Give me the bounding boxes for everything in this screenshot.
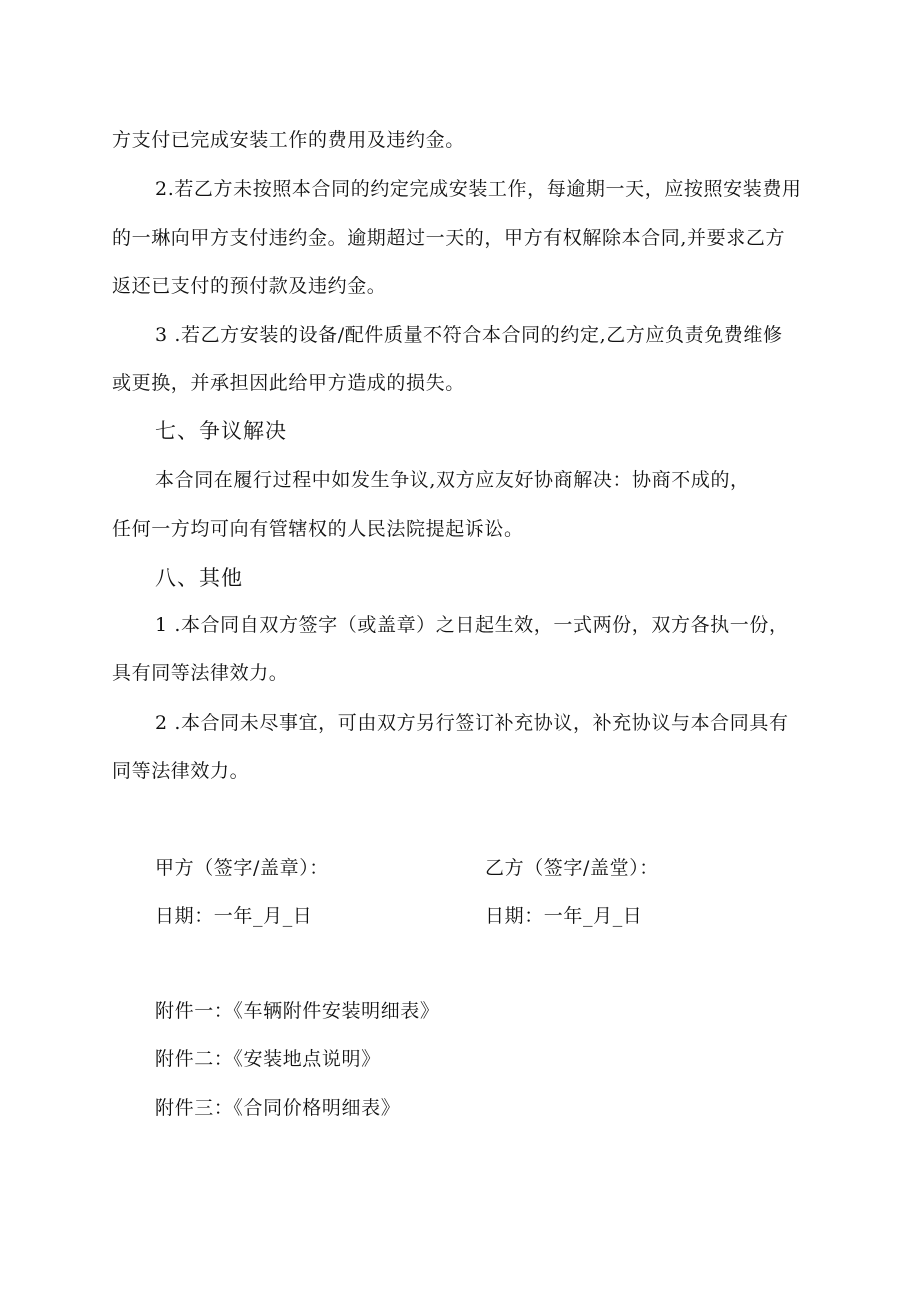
other-clause-1-line: 具有同等法律效力。	[112, 662, 289, 684]
penalty-text-line: 方支付已完成安装工作的费用及违约金。	[112, 129, 465, 151]
other-clause-1-line: 1 .本合同自双方签字（或盖章）之日起生效，一式两份，双方各执一份，	[155, 614, 789, 636]
dispute-text-line: 任何一方均可向有管辖权的人民法院提起诉讼。	[112, 518, 524, 540]
penalty-clause-2-line: 2.若乙方未按照本合同的约定完成安装工作，每逾期一天，应按照安装费用	[155, 178, 802, 200]
attachment-item: 附件三：《合同价格明细表》	[155, 1097, 401, 1119]
party-a-date: 日期：一年_月_日	[155, 905, 313, 927]
penalty-clause-2-line: 的一琳向甲方支付违约金。逾期超过一天的，甲方有权解除本合同,并要求乙方	[112, 227, 786, 249]
other-clause-2-line: 2 .本合同未尽事宜，可由双方另行签订补充协议，补充协议与本合同具有	[155, 712, 789, 734]
attachment-item: 附件一：《车辆附件安装明细表》	[155, 1000, 440, 1022]
penalty-clause-2-line: 返还已支付的预付款及违约金。	[112, 275, 387, 297]
section-heading-other: 八、其他	[155, 566, 243, 590]
penalty-clause-3-line: 或更换，并承担因此给甲方造成的损失。	[112, 372, 465, 394]
attachment-item: 附件二：《安装地点说明》	[155, 1048, 381, 1070]
penalty-clause-3-line: 3 .若乙方安装的设备/配件质量不符合本合同的约定,乙方应负责免费维修	[155, 324, 783, 346]
other-clause-2-line: 同等法律效力。	[112, 760, 250, 782]
section-heading-dispute: 七、争议解决	[155, 419, 287, 443]
dispute-text-line: 本合同在履行过程中如发生争议,双方应友好协商解决：协商不成的，	[155, 469, 750, 491]
party-b-date: 日期：一年_月_日	[485, 905, 643, 927]
party-a-signature-label: 甲方（签字/盖章）：	[155, 857, 329, 879]
party-b-signature-label: 乙方（签字/盖堂）：	[485, 857, 659, 879]
